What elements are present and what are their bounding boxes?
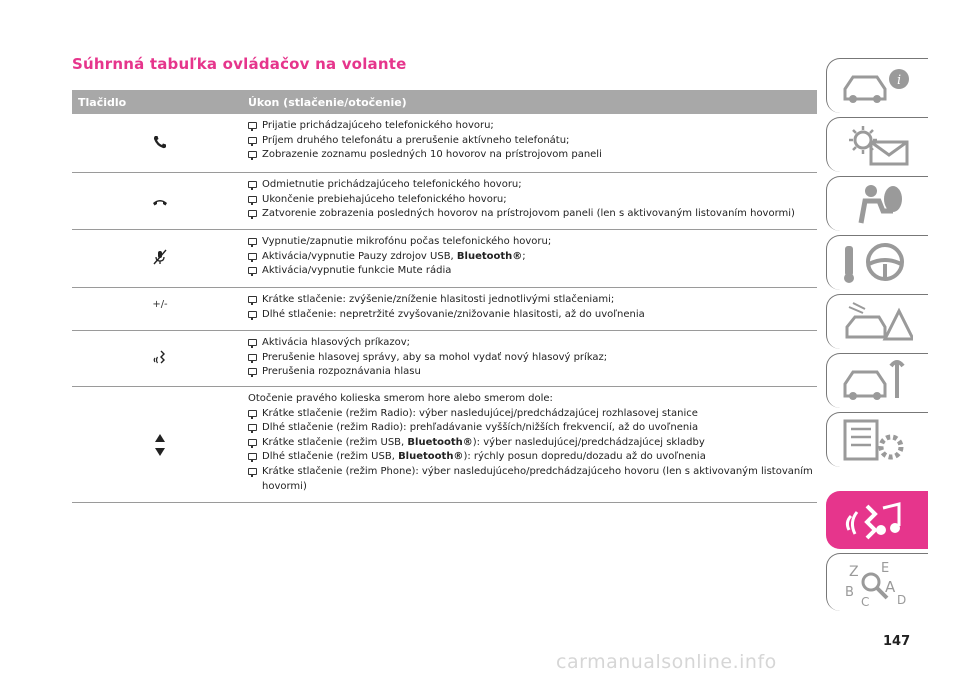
car-info-icon <box>841 63 913 109</box>
bullet-icon <box>248 468 257 475</box>
bullet-icon <box>248 196 257 203</box>
bullet-icon <box>248 311 257 318</box>
svg-text:E: E <box>881 561 890 576</box>
index-icon <box>841 558 913 608</box>
safety-airbag-icon <box>841 181 913 227</box>
bullet-icon <box>248 453 257 460</box>
bullet-icon <box>248 137 257 144</box>
page-title: Súhrnná tabuľka ovládačov na volante <box>72 55 407 73</box>
svg-text:C: C <box>861 595 870 608</box>
maintenance-icon <box>841 358 913 404</box>
sidebar-tab-warning-lights[interactable] <box>826 117 928 172</box>
bullet-icon <box>248 267 257 274</box>
technical-data-icon <box>841 417 913 463</box>
emergency-icon <box>841 299 913 345</box>
bullet-icon <box>248 296 257 303</box>
bullet-icon <box>248 151 257 158</box>
table-row: +/- Krátke stlačenie: zvýšenie/zníženie hlasitosti jednotlivými stlačeniami; Dlhé stlačenie: nepretržité zvyšovanie/znižovanie hlasitosti, až do uvoľnenia <box>72 288 817 331</box>
bullet-icon <box>248 354 257 361</box>
sidebar-tab-emergency[interactable] <box>826 294 928 349</box>
sidebar-tab-maintenance[interactable] <box>826 353 928 408</box>
sidebar-tab-safety[interactable] <box>826 176 928 231</box>
header-action-col: Úkon (stlačenie/otočenie) <box>248 95 407 109</box>
svg-text:i: i <box>897 73 902 88</box>
table-row: Odmietnutie prichádzajúceho telefonického hovoru; Ukončenie prebiehajúceho telefonického hovoru; Zatvorenie zobrazenia posledných hovorov na prístrojovom paneli (len s aktivovaným listovaním hovormi) <box>72 173 817 230</box>
header-button-col: Tlačidlo <box>78 95 127 109</box>
bullet-icon <box>248 368 257 375</box>
multimedia-icon <box>841 496 913 546</box>
svg-text:A: A <box>885 578 896 596</box>
bullet-icon <box>248 253 257 260</box>
bullet-icon <box>248 339 257 346</box>
scroll-wheel-icon <box>155 434 165 456</box>
table-row: Aktivácia hlasových príkazov; Prerušenie hlasovej správy, aby sa mohol vydať nový hlasový príkaz; Prerušenia rozpoznávania hlasu <box>72 331 817 387</box>
warning-lights-icon <box>841 122 913 168</box>
sidebar-tab-car-info[interactable] <box>826 58 928 113</box>
sidebar-tab-technical-data[interactable] <box>826 412 928 467</box>
bullet-icon <box>248 210 257 217</box>
phone-hangup-icon <box>152 192 168 211</box>
bullet-icon <box>248 122 257 129</box>
bullet-icon <box>248 181 257 188</box>
mute-microphone-icon <box>153 249 167 269</box>
table-row: Vypnutie/zapnutie mikrofónu počas telefonického hovoru; Aktivácia/vypnutie Pauzy zdrojov USB, Bluetooth®; Aktivácia/vypnutie funkcie Mute rádia <box>72 230 817 288</box>
sidebar-tab-index[interactable] <box>826 553 928 611</box>
sidebar-tab-multimedia[interactable] <box>826 491 928 549</box>
phone-pickup-icon <box>153 134 167 153</box>
voice-command-icon <box>152 349 168 368</box>
watermark: carmanualsonline.info <box>556 651 777 673</box>
sidebar-tab-starting[interactable] <box>826 235 928 290</box>
starting-driving-icon <box>841 240 913 286</box>
svg-text:D: D <box>897 593 907 607</box>
table-header <box>72 90 817 114</box>
volume-label: +/- <box>152 298 168 310</box>
svg-text:Z: Z <box>849 564 859 580</box>
bullet-icon <box>248 439 257 446</box>
bullet-icon <box>248 424 257 431</box>
page-number: 147 <box>883 634 911 649</box>
bullet-icon <box>248 238 257 245</box>
controls-table <box>72 90 817 503</box>
table-row: Otočenie pravého kolieska smerom hore alebo smerom dole: Krátke stlačenie (režim Radio): výber nasledujúcej/predchádzajúcej rozhlasovej stanice Dlhé stlačenie (režim Radio): prehľadávanie vyšších/nižších frekvencií, až do uvoľnenia Krátke stlačenie (režim USB, Bluetooth®): výber nasledujúcej/predchádzajúcej skladby Dlhé stlačenie (režim USB, Bluetooth®): rýchly posun dopredu/dozadu až do uvoľnenia Krátke stlačenie (režim Phone): výber nasledujúceho/predchádzajúceho hovoru (len s aktivovaným listovaním hovormi) <box>72 387 817 503</box>
table-row: Prijatie prichádzajúceho telefonického hovoru; Príjem druhého telefonátu a prerušenie aktívneho telefonátu; Zobrazenie zoznamu posledných 10 hovorov na prístrojovom paneli <box>72 114 817 173</box>
bullet-icon <box>248 410 257 417</box>
svg-text:B: B <box>845 585 854 600</box>
